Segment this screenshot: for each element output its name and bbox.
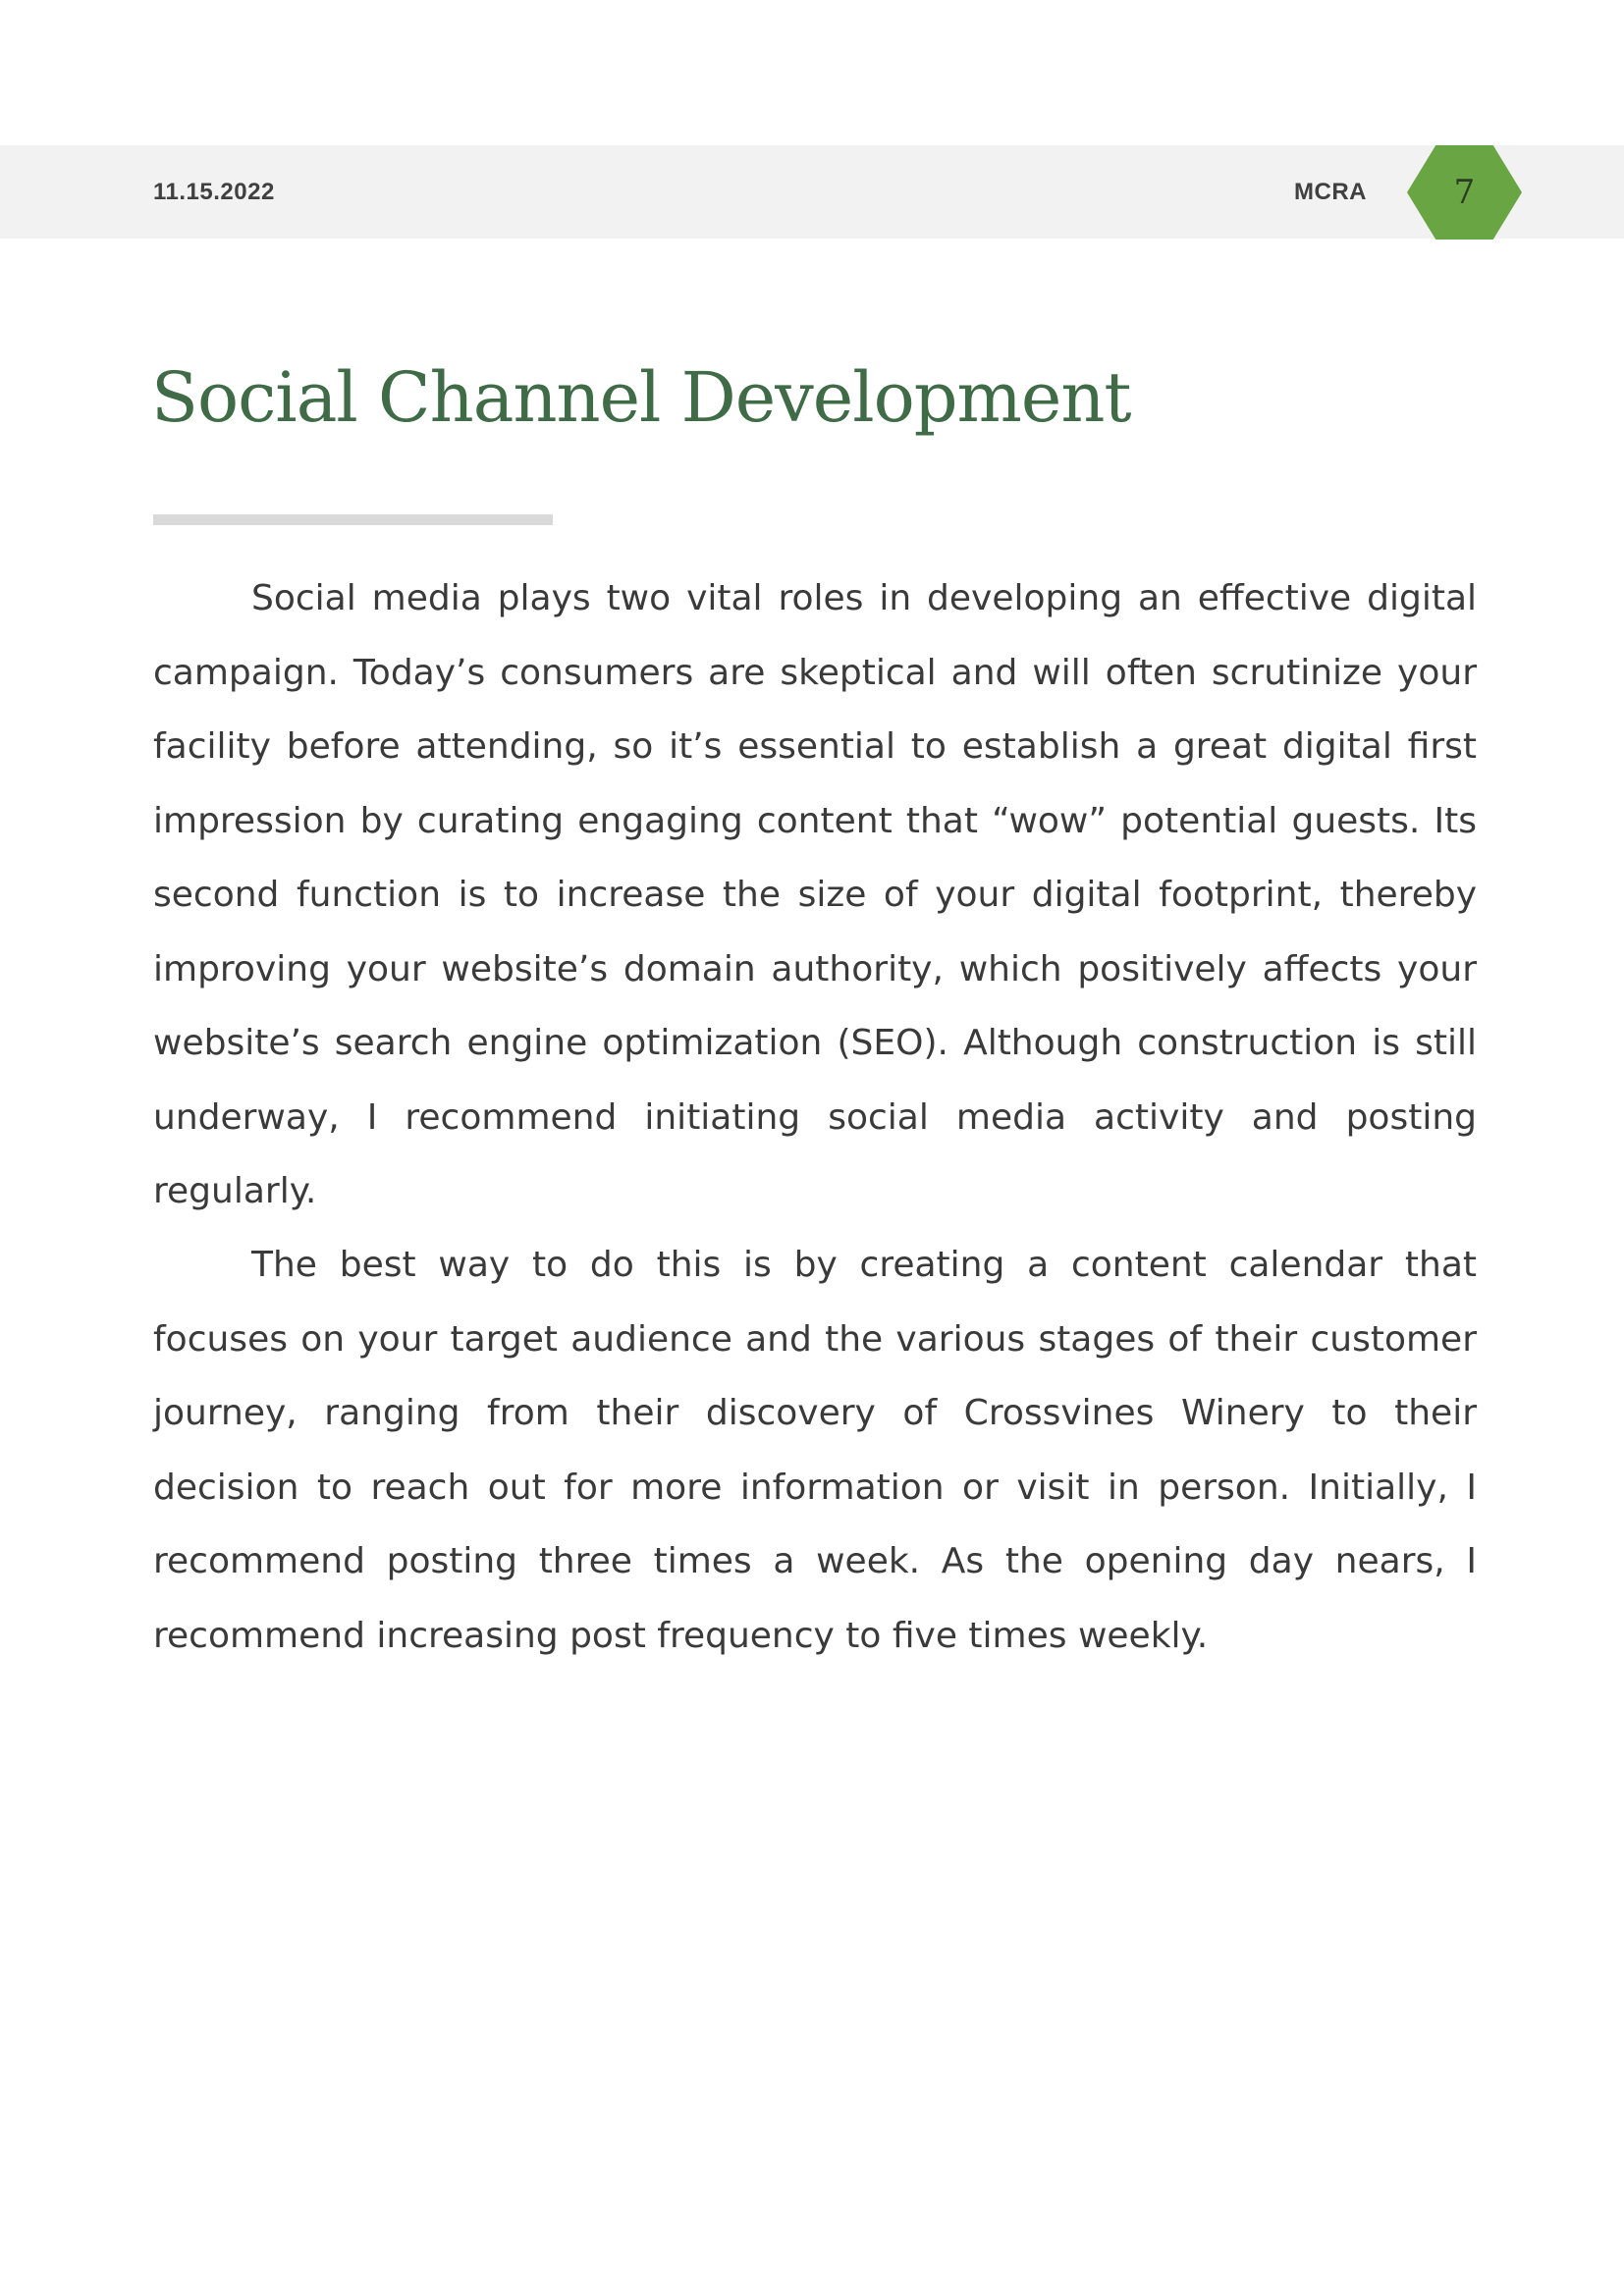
body-paragraph-2: The best way to do this is by creating a content calendar that focuses on your target audience and the various stages of their customer journey, ranging from their discovery of Crossvines Winery to their decision to reach out for more information or visit in person. Initially, I recommend posting three times a week. As the opening day nears, I recommend increasing post frequency to five times weekly. [153, 1245, 1477, 1656]
body-paragraph-1: Social media plays two vital roles in developing an effective digital campaign. Today’s consumers are skeptical and will often scrutinize your facility before attending, so it’s essential to establish a great digital first impression by curating engaging content that “wow” potential guests. Its second function is to increase the size of your digital footprint, thereby improving your website’s domain authority, which positively affects your website’s search engine optimization (SEO). Although construction is still underway, I recommend initiating social media activity and posting regularly. [153, 578, 1477, 1211]
header-org: MCRA [1294, 179, 1367, 205]
title-underline [153, 514, 553, 525]
header-date: 11.15.2022 [153, 179, 275, 205]
page-number: 7 [1453, 173, 1476, 212]
page-title: Social Channel Development [151, 357, 1131, 438]
